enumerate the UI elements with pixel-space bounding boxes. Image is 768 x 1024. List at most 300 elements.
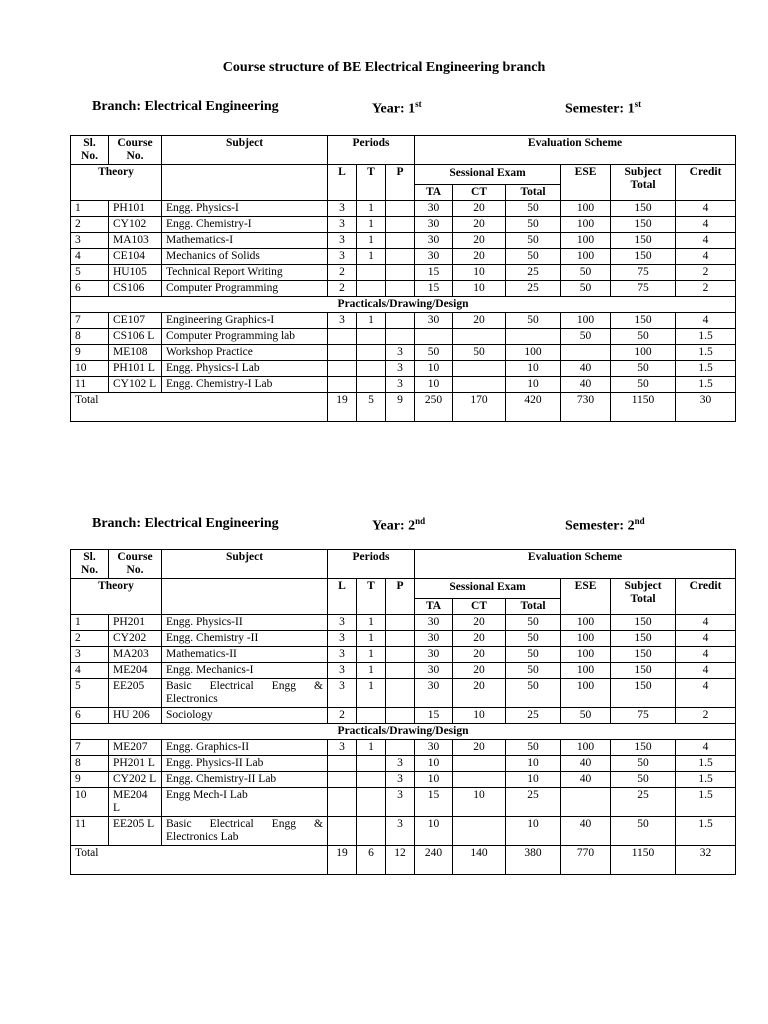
cell-subject: Engg. Chemistry-I (162, 217, 328, 233)
semester-label: Semester: 2nd (565, 516, 645, 534)
cell-total: 100 (506, 345, 561, 361)
cell-ese: 100 (561, 249, 611, 265)
cell-ct: 10 (453, 281, 506, 297)
cell-ese: 40 (561, 756, 611, 772)
header-theory: Theory (71, 165, 162, 201)
cell-subject-total: 150 (611, 663, 676, 679)
header-evaluation: Evaluation Scheme (415, 136, 736, 165)
cell-t: 1 (357, 631, 386, 647)
cell-total: 50 (506, 201, 561, 217)
total-ta: 240 (415, 846, 453, 875)
cell-l: 2 (328, 265, 357, 281)
cell-credit: 4 (676, 249, 736, 265)
cell-credit: 4 (676, 679, 736, 708)
cell-ese: 100 (561, 663, 611, 679)
branch-line-2 (92, 516, 692, 536)
cell-course: ME207 (109, 740, 162, 756)
cell-t (357, 345, 386, 361)
cell-sl: 7 (71, 740, 109, 756)
cell-ct: 10 (453, 265, 506, 281)
cell-course: CE104 (109, 249, 162, 265)
total-total: 380 (506, 846, 561, 875)
header-ese: ESE (561, 165, 611, 201)
cell-l: 3 (328, 217, 357, 233)
cell-course: ME204 L (109, 788, 162, 817)
header-subject-total: Subject Total (611, 579, 676, 615)
cell-subject-total: 150 (611, 615, 676, 631)
header-sessional: Sessional Exam (415, 579, 561, 599)
cell-subject-total: 50 (611, 361, 676, 377)
cell-ese: 100 (561, 217, 611, 233)
cell-subject: Engg. Chemistry-I Lab (162, 377, 328, 393)
cell-l (328, 345, 357, 361)
cell-l (328, 772, 357, 788)
header-periods: Periods (328, 550, 415, 579)
cell-subject: Mathematics-II (162, 647, 328, 663)
cell-ta: 30 (415, 217, 453, 233)
cell-subject: Engg. Physics-I Lab (162, 361, 328, 377)
table-row (71, 756, 736, 772)
cell-ct: 20 (453, 249, 506, 265)
cell-l: 3 (328, 233, 357, 249)
year-label: Year: 1st (372, 99, 422, 117)
cell-p: 3 (386, 345, 415, 361)
cell-t: 1 (357, 217, 386, 233)
cell-course: HU 206 (109, 708, 162, 724)
cell-t (357, 708, 386, 724)
cell-subject: Engg. Chemistry-II Lab (162, 772, 328, 788)
header-subject: Subject (162, 550, 328, 579)
cell-total: 10 (506, 377, 561, 393)
table-row (71, 265, 736, 281)
section-practicals: Practicals/Drawing/Design (71, 297, 736, 313)
total-p: 12 (386, 846, 415, 875)
header-l: L (328, 579, 357, 615)
cell-sl: 1 (71, 615, 109, 631)
cell-credit: 1.5 (676, 345, 736, 361)
header-course: Course No. (109, 550, 162, 579)
cell-ta: 30 (415, 740, 453, 756)
cell-credit: 1.5 (676, 788, 736, 817)
cell-l: 3 (328, 313, 357, 329)
table-row (71, 788, 736, 817)
cell-ct (453, 329, 506, 345)
cell-subject-total: 100 (611, 345, 676, 361)
cell-sl: 2 (71, 631, 109, 647)
cell-ct: 20 (453, 740, 506, 756)
header-ct: CT (453, 599, 506, 615)
table-row (71, 249, 736, 265)
cell-ct (453, 361, 506, 377)
table-row (71, 708, 736, 724)
cell-ta: 30 (415, 201, 453, 217)
header-row (71, 579, 736, 599)
header-theory: Theory (71, 579, 162, 615)
cell-subject-total: 25 (611, 788, 676, 817)
table-row (71, 233, 736, 249)
table-row (71, 647, 736, 663)
cell-credit: 2 (676, 265, 736, 281)
cell-subject-total: 75 (611, 708, 676, 724)
cell-ct: 50 (453, 345, 506, 361)
cell-subject: Engg. Physics-II (162, 615, 328, 631)
cell-t: 1 (357, 233, 386, 249)
cell-p (386, 217, 415, 233)
cell-ct: 20 (453, 663, 506, 679)
total-t: 6 (357, 846, 386, 875)
header-ct: CT (453, 185, 506, 201)
cell-p (386, 679, 415, 708)
total-total: 420 (506, 393, 561, 422)
header-credit: Credit (676, 579, 736, 615)
page-title: Course structure of BE Electrical Engineering branch (222, 60, 546, 75)
table-row (71, 217, 736, 233)
cell-course: CY202 L (109, 772, 162, 788)
cell-p (386, 708, 415, 724)
cell-p: 3 (386, 377, 415, 393)
header-ta: TA (415, 599, 453, 615)
cell-t: 1 (357, 647, 386, 663)
branch-label: Branch: Electrical Engineering (92, 516, 279, 531)
cell-l (328, 788, 357, 817)
cell-subject: Mechanics of Solids (162, 249, 328, 265)
year-label: Year: 2nd (372, 516, 426, 534)
cell-ct: 20 (453, 233, 506, 249)
cell-ese: 100 (561, 201, 611, 217)
cell-credit: 4 (676, 313, 736, 329)
cell-p (386, 740, 415, 756)
total-ese: 770 (561, 846, 611, 875)
cell-ct: 20 (453, 615, 506, 631)
cell-t (357, 788, 386, 817)
course-table-2 (70, 549, 736, 875)
cell-subject: Computer Programming (162, 281, 328, 297)
totals-row (71, 393, 736, 422)
total-l: 19 (328, 846, 357, 875)
cell-ta: 10 (415, 817, 453, 846)
cell-p: 3 (386, 361, 415, 377)
cell-l: 3 (328, 679, 357, 708)
cell-ese: 100 (561, 679, 611, 708)
cell-total (506, 329, 561, 345)
cell-sl: 4 (71, 249, 109, 265)
cell-sl: 8 (71, 329, 109, 345)
cell-total: 50 (506, 217, 561, 233)
cell-course: CE107 (109, 313, 162, 329)
cell-p: 3 (386, 788, 415, 817)
cell-subject-total: 150 (611, 647, 676, 663)
cell-subject-total: 150 (611, 233, 676, 249)
cell-ta: 30 (415, 631, 453, 647)
cell-t (357, 817, 386, 846)
cell-ese: 100 (561, 313, 611, 329)
cell-ta: 30 (415, 313, 453, 329)
cell-credit: 2 (676, 281, 736, 297)
cell-t (357, 756, 386, 772)
cell-ese: 40 (561, 361, 611, 377)
cell-l (328, 817, 357, 846)
total-credit: 32 (676, 846, 736, 875)
cell-credit: 4 (676, 663, 736, 679)
cell-subject-total: 150 (611, 679, 676, 708)
cell-sl: 4 (71, 663, 109, 679)
header-sl: Sl. No. (71, 136, 109, 165)
table-row (71, 740, 736, 756)
cell-total: 10 (506, 817, 561, 846)
cell-t (357, 361, 386, 377)
cell-sl: 9 (71, 345, 109, 361)
cell-total: 50 (506, 740, 561, 756)
cell-ese: 50 (561, 708, 611, 724)
cell-total: 25 (506, 265, 561, 281)
cell-course: MA103 (109, 233, 162, 249)
header-row (71, 550, 736, 579)
cell-subject: Mathematics-I (162, 233, 328, 249)
cell-ct (453, 772, 506, 788)
cell-p (386, 663, 415, 679)
section-practicals: Practicals/Drawing/Design (71, 724, 736, 740)
section-row (71, 724, 736, 740)
cell-p (386, 233, 415, 249)
cell-subject-total: 150 (611, 217, 676, 233)
cell-t (357, 377, 386, 393)
cell-sl: 1 (71, 201, 109, 217)
cell-l: 3 (328, 647, 357, 663)
cell-subject: Workshop Practice (162, 345, 328, 361)
header-p: P (386, 165, 415, 201)
cell-subject-total: 50 (611, 329, 676, 345)
header-l: L (328, 165, 357, 201)
cell-ese: 40 (561, 772, 611, 788)
cell-subject: Engg. Mechanics-I (162, 663, 328, 679)
cell-sl: 5 (71, 265, 109, 281)
cell-ta: 30 (415, 249, 453, 265)
cell-course: ME204 (109, 663, 162, 679)
total-credit: 30 (676, 393, 736, 422)
cell-subject-total: 50 (611, 772, 676, 788)
cell-subject: Engineering Graphics-I (162, 313, 328, 329)
cell-ese (561, 345, 611, 361)
cell-p (386, 281, 415, 297)
table-row (71, 377, 736, 393)
header-total: Total (506, 599, 561, 615)
cell-sl: 11 (71, 377, 109, 393)
cell-sl: 3 (71, 647, 109, 663)
table-row (71, 281, 736, 297)
cell-ta: 15 (415, 788, 453, 817)
cell-ta: 10 (415, 756, 453, 772)
header-subject: Subject (162, 136, 328, 165)
cell-subject: Sociology (162, 708, 328, 724)
cell-sl: 11 (71, 817, 109, 846)
cell-credit: 1.5 (676, 377, 736, 393)
cell-ct: 10 (453, 708, 506, 724)
table-row (71, 329, 736, 345)
cell-ta: 15 (415, 281, 453, 297)
total-ese: 730 (561, 393, 611, 422)
cell-ese: 40 (561, 377, 611, 393)
cell-subject-total: 50 (611, 756, 676, 772)
cell-p: 3 (386, 756, 415, 772)
table-row (71, 679, 736, 708)
cell-credit: 4 (676, 740, 736, 756)
total-subject-total: 1150 (611, 846, 676, 875)
totals-row (71, 846, 736, 875)
header-ta: TA (415, 185, 453, 201)
header-t: T (357, 165, 386, 201)
cell-sl: 10 (71, 361, 109, 377)
cell-credit: 1.5 (676, 329, 736, 345)
cell-p (386, 265, 415, 281)
cell-course: EE205 L (109, 817, 162, 846)
cell-course: PH101 L (109, 361, 162, 377)
cell-ese: 50 (561, 329, 611, 345)
cell-p (386, 201, 415, 217)
cell-p (386, 615, 415, 631)
cell-ese: 100 (561, 647, 611, 663)
semester-label: Semester: 1st (565, 99, 642, 117)
cell-total: 50 (506, 679, 561, 708)
branch-label: Branch: Electrical Engineering (92, 99, 279, 114)
cell-p: 3 (386, 817, 415, 846)
cell-subject: Engg. Graphics-II (162, 740, 328, 756)
cell-sl: 9 (71, 772, 109, 788)
cell-course: PH201 L (109, 756, 162, 772)
cell-total: 25 (506, 281, 561, 297)
header-row (71, 136, 736, 165)
cell-credit: 1.5 (676, 772, 736, 788)
cell-ta: 10 (415, 377, 453, 393)
header-subject-total: Subject Total (611, 165, 676, 201)
cell-course: ME108 (109, 345, 162, 361)
total-t: 5 (357, 393, 386, 422)
cell-l: 3 (328, 249, 357, 265)
total-l: 19 (328, 393, 357, 422)
header-evaluation: Evaluation Scheme (415, 550, 736, 579)
cell-ta: 30 (415, 679, 453, 708)
cell-l: 3 (328, 201, 357, 217)
cell-ct: 10 (453, 788, 506, 817)
cell-t: 1 (357, 679, 386, 708)
section-row (71, 297, 736, 313)
table-row (71, 817, 736, 846)
totals-label: Total (71, 393, 328, 422)
cell-l: 3 (328, 740, 357, 756)
cell-t: 1 (357, 201, 386, 217)
cell-sl: 2 (71, 217, 109, 233)
cell-sl: 7 (71, 313, 109, 329)
cell-l (328, 361, 357, 377)
cell-ct: 20 (453, 647, 506, 663)
cell-subject-total: 150 (611, 631, 676, 647)
cell-subject-total: 50 (611, 377, 676, 393)
cell-credit: 4 (676, 201, 736, 217)
cell-l: 3 (328, 663, 357, 679)
total-subject-total: 1150 (611, 393, 676, 422)
cell-ta: 30 (415, 647, 453, 663)
cell-ct (453, 817, 506, 846)
cell-credit: 1.5 (676, 756, 736, 772)
cell-sl: 3 (71, 233, 109, 249)
cell-l (328, 756, 357, 772)
cell-ese: 40 (561, 817, 611, 846)
cell-p: 3 (386, 772, 415, 788)
cell-total: 10 (506, 756, 561, 772)
cell-subject: Technical Report Writing (162, 265, 328, 281)
cell-total: 50 (506, 249, 561, 265)
header-t: T (357, 579, 386, 615)
total-p: 9 (386, 393, 415, 422)
cell-subject: Engg. Physics-I (162, 201, 328, 217)
cell-subject: Engg Mech-I Lab (162, 788, 328, 817)
header-p: P (386, 579, 415, 615)
cell-l (328, 377, 357, 393)
cell-course: CY202 (109, 631, 162, 647)
cell-course: PH101 (109, 201, 162, 217)
cell-l (328, 329, 357, 345)
cell-subject-total: 150 (611, 740, 676, 756)
cell-ct: 20 (453, 679, 506, 708)
cell-total: 50 (506, 313, 561, 329)
cell-ct: 20 (453, 217, 506, 233)
totals-label: Total (71, 846, 328, 875)
cell-subject: Computer Programming lab (162, 329, 328, 345)
cell-p (386, 249, 415, 265)
cell-l: 3 (328, 615, 357, 631)
cell-t (357, 281, 386, 297)
cell-t: 1 (357, 615, 386, 631)
cell-course: HU105 (109, 265, 162, 281)
cell-t (357, 772, 386, 788)
cell-t (357, 329, 386, 345)
table-row (71, 361, 736, 377)
cell-p (386, 631, 415, 647)
cell-l: 3 (328, 631, 357, 647)
cell-ese: 50 (561, 281, 611, 297)
course-table-1 (70, 135, 736, 422)
cell-course: MA203 (109, 647, 162, 663)
cell-ct (453, 756, 506, 772)
header-course: Course No. (109, 136, 162, 165)
branch-line-1 (92, 99, 692, 119)
cell-ta: 50 (415, 345, 453, 361)
cell-ta: 30 (415, 663, 453, 679)
cell-subject-total: 75 (611, 281, 676, 297)
cell-ta: 15 (415, 265, 453, 281)
header-periods: Periods (328, 136, 415, 165)
cell-l: 2 (328, 281, 357, 297)
cell-l: 2 (328, 708, 357, 724)
cell-subject-total: 150 (611, 249, 676, 265)
cell-t: 1 (357, 249, 386, 265)
cell-credit: 2 (676, 708, 736, 724)
cell-total: 50 (506, 663, 561, 679)
cell-ct: 20 (453, 201, 506, 217)
cell-t: 1 (357, 740, 386, 756)
cell-total: 50 (506, 631, 561, 647)
cell-p (386, 329, 415, 345)
cell-subject-total: 150 (611, 313, 676, 329)
cell-sl: 6 (71, 281, 109, 297)
cell-total: 50 (506, 233, 561, 249)
cell-ese: 100 (561, 233, 611, 249)
cell-ese: 100 (561, 615, 611, 631)
header-sessional: Sessional Exam (415, 165, 561, 185)
cell-sl: 6 (71, 708, 109, 724)
table-row (71, 772, 736, 788)
cell-credit: 1.5 (676, 361, 736, 377)
cell-credit: 1.5 (676, 817, 736, 846)
